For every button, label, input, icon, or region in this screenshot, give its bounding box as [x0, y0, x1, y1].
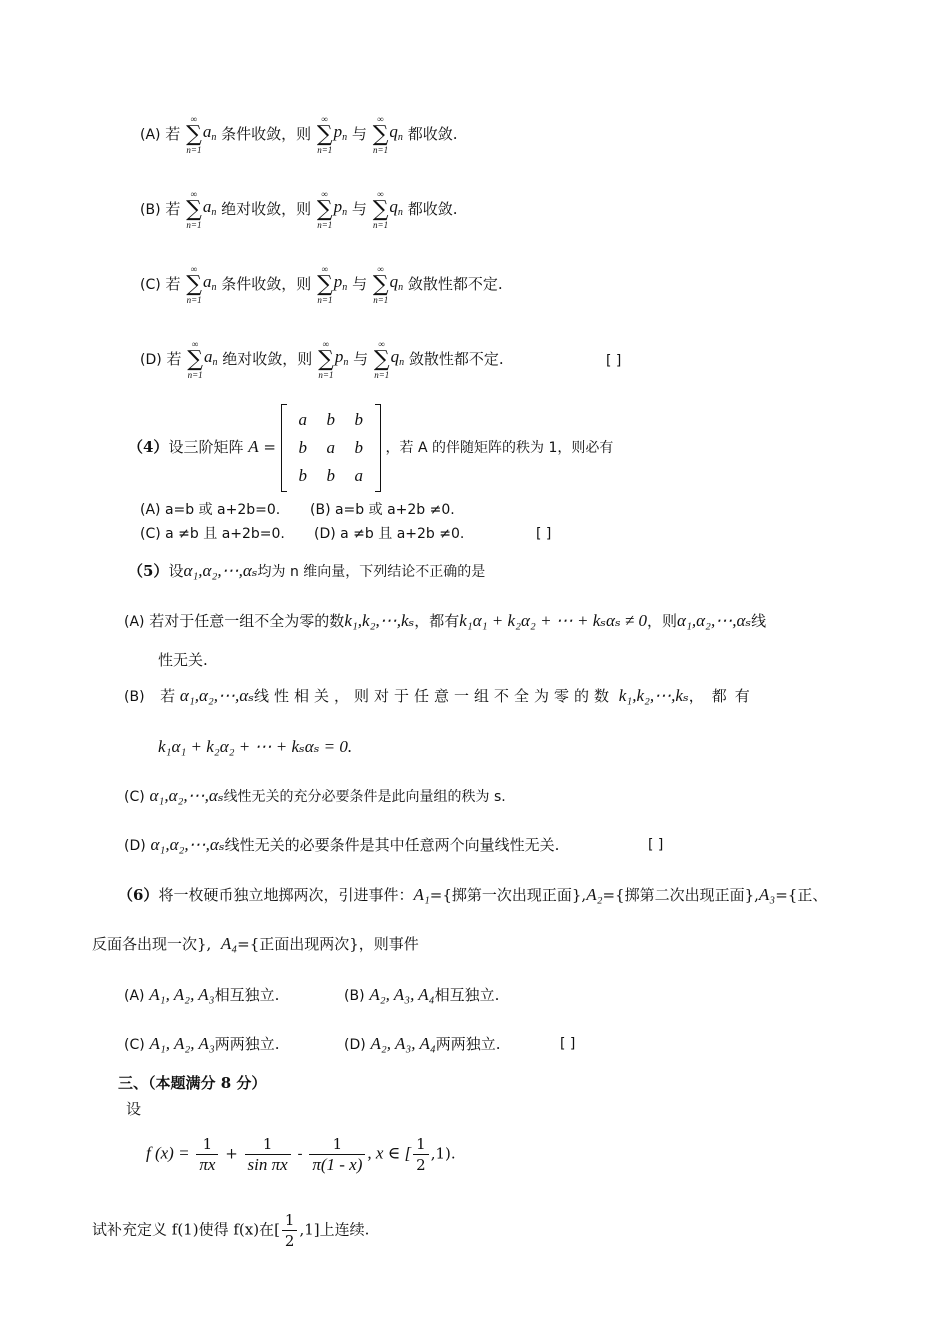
text: 相互独立. — [214, 986, 280, 1004]
q3-option-d — [140, 340, 504, 380]
text: 线性无关的必要条件是其中任意两个向量线性无关. — [224, 836, 560, 854]
q5-option-b — [124, 686, 758, 707]
option-label: (B) — [344, 988, 365, 1004]
fraction: $\frac{1}{2}$ — [413, 1134, 429, 1175]
option-label: (A) — [140, 127, 161, 143]
text: 若 — [166, 350, 182, 368]
matrix-cell: b — [354, 438, 364, 457]
q5-stem — [128, 561, 485, 582]
text: ={掷第二次出现正面}, — [602, 886, 759, 904]
option-label: (C) — [124, 789, 145, 805]
math-vectors: α₁,α₂,⋯,αₛ — [149, 786, 224, 805]
fraction: $\frac{1}{\pi(1 - x)}$ — [309, 1134, 365, 1175]
text: 线性相关，则对于任意一组不全为零的数 — [253, 687, 614, 705]
text: ={掷第一次出现正面}, — [429, 886, 587, 904]
math-term: $q_n$ — [389, 272, 404, 293]
function-definition — [146, 1134, 456, 1175]
text: 绝对收敛，则 — [221, 200, 312, 218]
text: 若 — [165, 200, 181, 218]
q3-option-a — [140, 115, 457, 155]
math-term: f (x) = — [146, 1143, 190, 1163]
text: 两两独立. — [435, 1035, 501, 1053]
option-label: (D) — [344, 1037, 366, 1053]
math-term: $a_n$ — [202, 197, 217, 218]
q5-option-a-line2: 性无关. — [158, 651, 208, 669]
matrix — [281, 404, 381, 492]
text: 若 — [165, 275, 181, 293]
math-term: $q_n$ — [389, 122, 403, 143]
question-number: （4） — [128, 438, 169, 456]
text: 都收敛. — [407, 125, 458, 143]
matrix-name: A — [248, 437, 259, 456]
option-label: (D) — [140, 352, 162, 368]
text: 敛散性都不定. — [407, 275, 503, 293]
matrix-cell: b — [298, 466, 308, 485]
text: 均为 n 维向量，下列结论不正确的是 — [257, 564, 486, 580]
math-vectors: α₁,α₂,⋯,αₛ — [179, 686, 254, 705]
text: 都收敛. — [407, 200, 458, 218]
math-linear-combination: k₁α₁ + k₂α₂ + ⋯ + kₛαₛ = 0. — [158, 737, 353, 756]
q5-option-d — [124, 835, 559, 856]
task-text — [92, 1210, 369, 1251]
fraction: $\frac{1}{\pi x}$ — [196, 1134, 218, 1175]
text: 上连续. — [319, 1220, 370, 1239]
q6-stem — [118, 885, 827, 905]
text: 与 — [351, 125, 367, 143]
option-label: (B) — [124, 689, 145, 705]
sum-symbol: ∞ ∑ n=1 — [372, 114, 389, 155]
math-events: A₂, A₃, A₄ — [369, 985, 435, 1004]
text: 线 — [751, 612, 767, 630]
math-vectors: α₁,α₂,⋯,αₛ — [183, 561, 258, 580]
matrix-cell: b — [354, 410, 364, 429]
sum-symbol: ∞ ∑ n=1 — [372, 264, 389, 305]
event-symbol: A₁ — [413, 885, 430, 904]
q4-option-a: (A) a=b 或 a+2b=0. — [140, 502, 281, 518]
text: 敛散性都不定. — [408, 350, 504, 368]
text: 若对于任意一组不全为零的数 — [149, 612, 345, 630]
operator: + — [225, 1144, 238, 1163]
option-label: (D) — [124, 838, 146, 854]
section-heading: 三、（本题满分 8 分） — [118, 1074, 267, 1092]
option-label: (C) — [140, 277, 161, 293]
text: 设 — [168, 562, 184, 580]
text: 若 — [160, 687, 176, 705]
text: 反面各出现一次}, — [92, 935, 212, 953]
sum-symbol: ∞ ∑ n=1 — [373, 339, 390, 380]
sum-symbol: ∞ ∑ n=1 — [316, 114, 333, 155]
math-term: [ — [274, 1220, 280, 1239]
sum-symbol: ∞ ∑ n=1 — [372, 189, 389, 230]
matrix-cell: b — [326, 466, 336, 485]
math-term: $a_n$ — [203, 272, 217, 293]
option-label: (B) — [140, 202, 161, 218]
text: 条件收敛，则 — [221, 125, 312, 143]
text: 条件收敛，则 — [221, 275, 312, 293]
matrix-cell: a — [326, 438, 336, 457]
question-number: （5） — [128, 562, 169, 580]
answer-bracket[interactable]: [ ] — [560, 1036, 576, 1052]
q5-option-a — [124, 611, 766, 632]
sum-symbol: ∞ ∑ n=1 — [318, 339, 334, 380]
sum-symbol: ∞ ∑ n=1 — [187, 339, 204, 380]
event-symbol: A₂ — [586, 885, 603, 904]
sum-symbol: ∞ ∑ n=1 — [316, 189, 333, 230]
text: 绝对收敛，则 — [222, 350, 313, 368]
answer-bracket[interactable]: [ ] — [648, 837, 664, 853]
option-label: (A) — [124, 614, 145, 630]
fraction: $\frac{1}{2}$ — [282, 1210, 298, 1251]
q4-stem — [128, 404, 613, 492]
math-term: $q_n$ — [389, 197, 403, 218]
math-term: $a_n$ — [202, 122, 217, 143]
math-events: A₁, A₂, A₃ — [149, 985, 215, 1004]
math-linear-combination: k₁α₁ + k₂α₂ + ⋯ + kₛαₛ ≠ 0 — [459, 611, 648, 630]
sum-symbol: ∞ ∑ n=1 — [317, 264, 333, 305]
math-term: $p_n$ — [333, 122, 348, 143]
math-scalars: k₁,k₂,⋯,kₛ — [618, 686, 689, 705]
math-term: $p_n$ — [333, 197, 348, 218]
q6-stem-line2 — [92, 934, 419, 954]
math-vectors: α₁,α₂,⋯,αₛ — [150, 835, 225, 854]
text: 两两独立. — [214, 1035, 280, 1053]
q4-option-b: (B) a=b 或 a+2b ≠0. — [310, 502, 455, 518]
option-label: (C) — [124, 1037, 145, 1053]
answer-bracket[interactable]: [ ] — [536, 526, 552, 542]
q5-option-c — [124, 786, 506, 807]
text: 若 — [165, 125, 181, 143]
matrix-cell: a — [298, 410, 308, 429]
text: ={正面出现两次}，则事件 — [237, 935, 419, 953]
q5-option-b-line2 — [158, 737, 352, 757]
option-label: (A) — [124, 988, 145, 1004]
q4-option-c: (C) a ≠b 且 a+2b=0. — [140, 526, 285, 542]
math-events: A₂, A₃, A₄ — [370, 1034, 436, 1053]
math-scalars: k₁,k₂,⋯,kₛ — [344, 611, 415, 630]
text: 与 — [352, 275, 368, 293]
math-term: ,1). — [430, 1144, 456, 1163]
math-term: $a_n$ — [204, 347, 218, 368]
fraction: $\frac{1}{\text{sin πx}}$ — [245, 1134, 291, 1175]
math-vectors: α₁,α₂,⋯,αₛ — [677, 611, 752, 630]
section-intro: 设 — [126, 1100, 142, 1118]
q3-option-b — [140, 190, 457, 230]
text: ，则 — [647, 612, 678, 630]
event-symbol: A₃ — [758, 885, 776, 904]
math-events: A₁, A₂, A₃ — [149, 1034, 215, 1053]
q6-option-b — [344, 985, 499, 1006]
sum-symbol: ∞ ∑ n=1 — [186, 114, 202, 155]
text: 相互独立. — [434, 986, 500, 1004]
q6-option-a — [124, 985, 279, 1006]
matrix-cell: b — [326, 410, 336, 429]
text: ，若 A 的伴随矩阵的秩为 1，则必有 — [385, 440, 614, 456]
math-term: , x ∈ [ — [367, 1143, 412, 1163]
matrix-cell: a — [354, 466, 364, 485]
math-term: $q_n$ — [390, 347, 405, 368]
sum-symbol: ∞ ∑ n=1 — [186, 189, 202, 230]
equals-sign: = — [263, 438, 276, 456]
question-number: （6） — [118, 886, 159, 904]
q3-option-c — [140, 265, 503, 305]
q4-option-d: (D) a ≠b 且 a+2b ≠0. — [314, 526, 465, 542]
text: ，都有 — [414, 612, 460, 630]
text: 线性无关的充分必要条件是此向量组的秩为 s. — [223, 789, 506, 805]
q6-option-c — [124, 1034, 280, 1055]
text: 设三阶矩阵 — [168, 438, 244, 456]
text: 与 — [351, 200, 367, 218]
math-term: $p_n$ — [334, 347, 349, 368]
answer-bracket[interactable]: [ ] — [606, 353, 622, 369]
matrix-cell: b — [298, 438, 308, 457]
operator: - — [297, 1144, 303, 1163]
event-symbol: A₄ — [220, 934, 238, 953]
math-term: $p_n$ — [333, 272, 348, 293]
text: ={正、 — [775, 886, 828, 904]
text: 与 — [353, 350, 369, 368]
math-term: ,1] — [299, 1220, 320, 1239]
text: ，都有 — [688, 687, 758, 705]
text: 试补充定义 f(1)使得 f(x)在 — [92, 1220, 275, 1239]
sum-symbol: ∞ ∑ n=1 — [186, 264, 202, 305]
q6-option-d — [344, 1034, 501, 1055]
text: 将一枚硬币独立地掷两次，引进事件： — [158, 886, 414, 904]
